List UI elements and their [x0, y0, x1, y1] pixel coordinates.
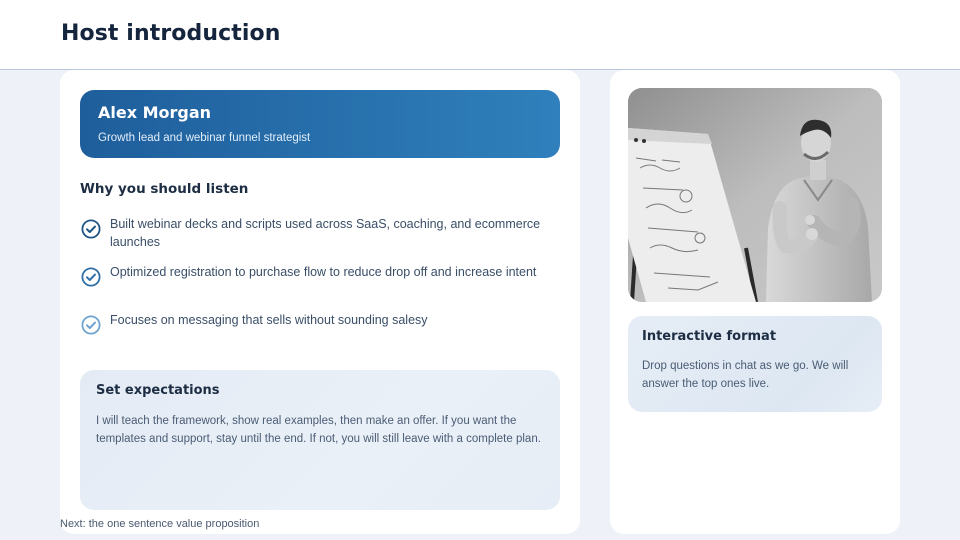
reason-text: Focuses on messaging that sells without sounding salesy	[110, 313, 428, 327]
why-listen-heading: Why you should listen	[80, 181, 249, 197]
host-photo	[628, 88, 882, 302]
presenter-photo-illustration	[628, 88, 882, 302]
header-bar	[0, 0, 960, 70]
page-title: Host introduction	[61, 21, 281, 46]
interactive-format-body: Drop questions in chat as we go. We will answer the top ones live.	[642, 360, 849, 390]
reason-item	[80, 215, 560, 255]
check-circle-icon	[80, 219, 102, 241]
host-banner	[80, 90, 560, 158]
expectations-panel	[80, 370, 560, 510]
check-circle-icon	[80, 315, 102, 337]
host-role: Growth lead and webinar funnel strategist	[98, 132, 311, 144]
expectations-title: Set expectations	[96, 383, 220, 398]
next-slide-note: Next: the one sentence value proposition	[60, 518, 260, 530]
reason-text: Optimized registration to purchase flow to reduce drop off and increase intent	[110, 265, 537, 279]
reason-text: Built webinar decks and scripts used across SaaS, coaching, and ecommerce launches	[110, 217, 541, 249]
check-circle-icon	[80, 267, 102, 289]
interactive-format-title: Interactive format	[642, 329, 777, 344]
host-name: Alex Morgan	[98, 103, 212, 122]
expectations-body: I will teach the framework, show real examples, then make an offer. If you want the templates and support, stay until the end. If not, you will still leave with a complete plan.	[96, 415, 541, 445]
reason-item	[80, 311, 560, 341]
interactive-format-panel	[628, 316, 882, 412]
reason-item	[80, 263, 560, 293]
